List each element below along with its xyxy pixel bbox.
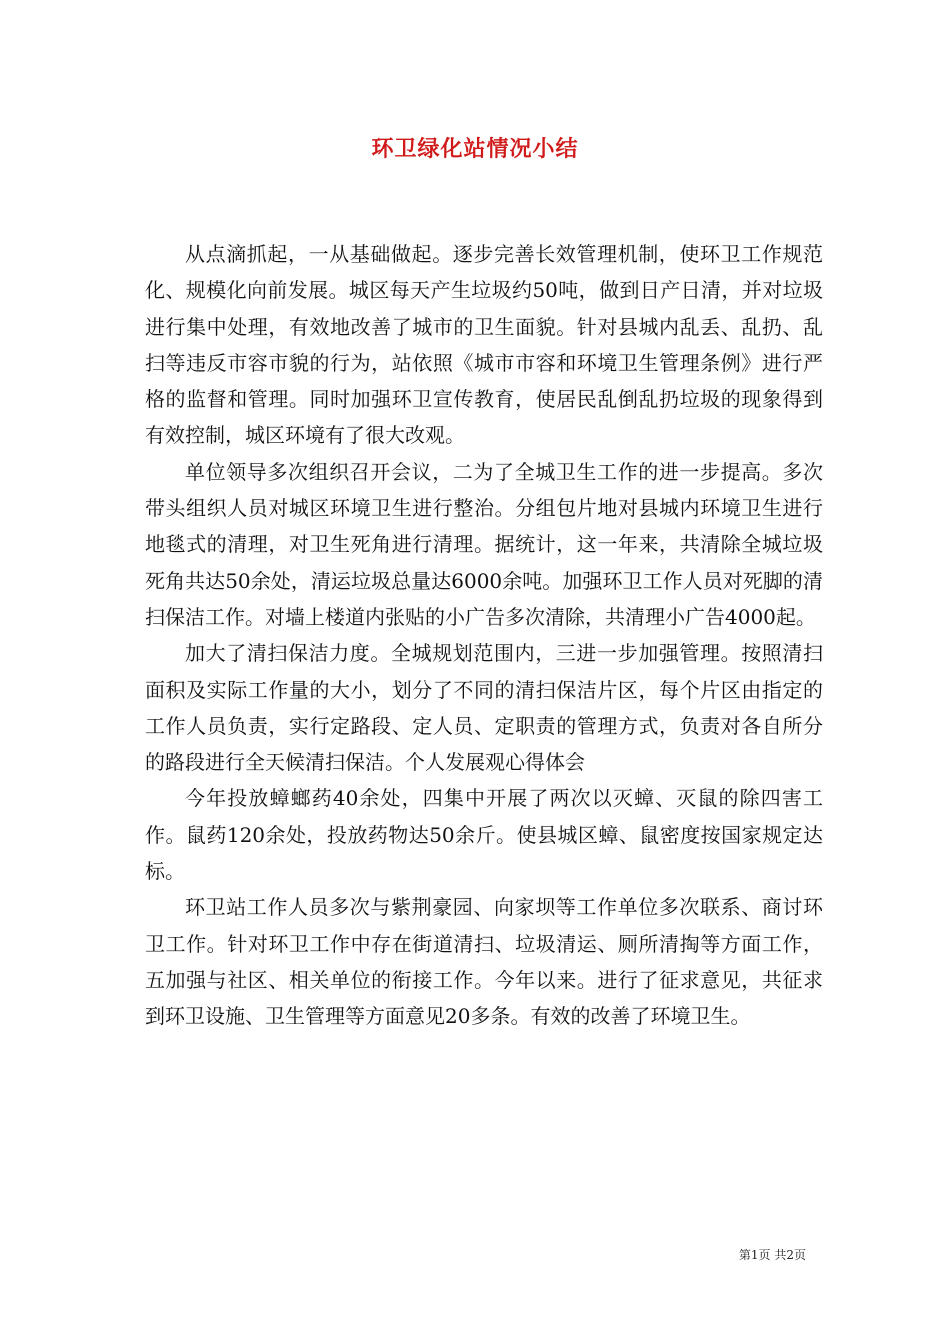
- document-body: [145, 236, 823, 1035]
- paragraph-1: 从点滴抓起，一从基础做起。逐步完善长效管理机制，使环卫工作规范化、规模化向前发展。城区每天产生垃圾约50吨，做到日产日清，并对垃圾进行集中处理，有效地改善了城市的卫生面貌。针对县城内乱丢、乱扔、乱扫等违反市容市貌的行为，站依照《城市市容和环境卫生管理条例》进行严格的监督和管理。同时加强环卫宣传教育，使居民乱倒乱扔垃圾的现象得到有效控制，城区环境有了很大改观。: [145, 242, 823, 448]
- page-number: 第1页 共2页: [738, 1248, 806, 1262]
- page-title: 环卫绿化站情况小结: [371, 136, 579, 162]
- paragraph-5: 环卫站工作人员多次与紫荆豪园、向家坝等工作单位多次联系、商讨环卫工作。针对环卫工作中存在街道清扫、垃圾清运、厕所清掏等方面工作，五加强与社区、相关单位的衔接工作。今年以来。进行了征求意见，共征求到环卫设施、卫生管理等方面意见20多条。有效的改善了环境卫生。: [145, 895, 823, 1029]
- paragraph-2: 单位领导多次组织召开会议，二为了全城卫生工作的进一步提高。多次带头组织人员对城区环境卫生进行整治。分组包片地对县城内环境卫生进行地毯式的清理，对卫生死角进行清理。据统计，这一年来，共清除全城垃圾死角共达50余处，清运垃圾总量达6000余吨。加强环卫工作人员对死脚的清扫保洁工作。对墙上楼道内张贴的小广告多次清除，共清理小广告4000起。: [145, 459, 823, 629]
- paragraph-3: 加大了清扫保洁力度。全城规划范围内，三进一步加强管理。按照清扫面积及实际工作量的大小，划分了不同的清扫保洁片区，每个片区由指定的工作人员负责，实行定路段、定人员、定职责的管理方式，负责对各自所分的路段进行全天候清扫保洁。个人发展观心得体会: [145, 641, 823, 775]
- paragraph-4: 今年投放蟑螂药40余处，四集中开展了两次以灭蟑、灭鼠的除四害工作。鼠药120余处，投放药物达50余斤。使县城区蟑、鼠密度按国家规定达标。: [145, 786, 823, 884]
